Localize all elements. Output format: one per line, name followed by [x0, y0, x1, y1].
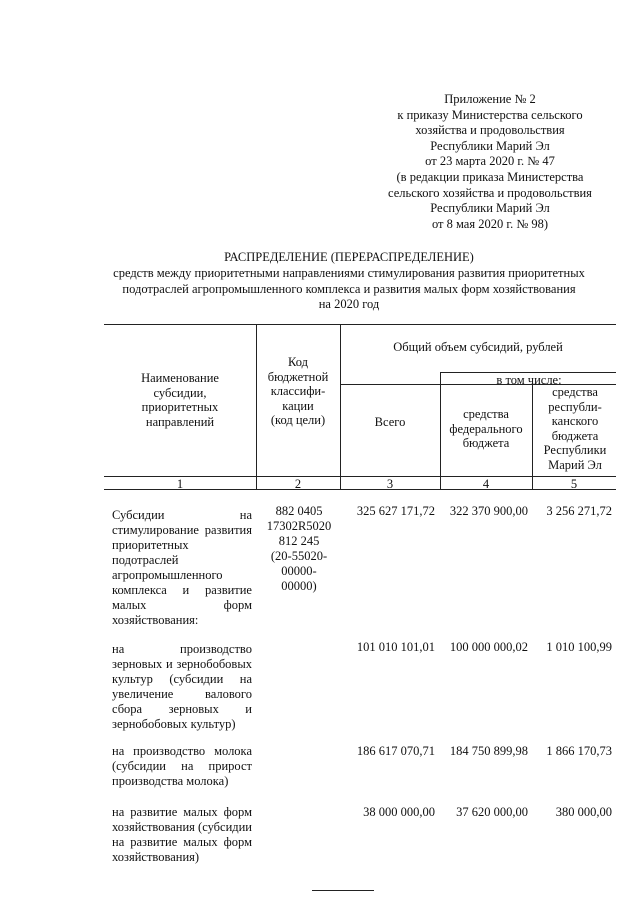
header-text: (код цели) [270, 413, 326, 428]
federal-value: 322 370 900,00 [449, 504, 528, 518]
col-divider-1 [256, 324, 257, 490]
appendix-line: хозяйства и продовольствия [415, 123, 565, 138]
subtitle-line: подотраслей агропромышленного комплекса и развития малых форм хозяйствования [122, 281, 576, 296]
header-text: канского [551, 414, 599, 429]
code-line: 00000- [281, 564, 317, 578]
header-text: бюджета [551, 428, 599, 443]
header-code [258, 355, 338, 428]
header-republic [534, 385, 616, 473]
republic-value: 380 000,00 [555, 805, 612, 819]
header-text: классифи- [270, 384, 326, 399]
subsidy-name: на развитие малых форм хозяйствования (субсидии на развитие малых форм хозяйствования) [112, 805, 252, 864]
republic-value: 3 256 271,72 [546, 504, 612, 518]
total-value: 101 010 101,01 [356, 640, 435, 654]
header-text: республи- [548, 399, 602, 414]
header-text: Марий Эл [548, 457, 602, 472]
header-text: направлений [145, 414, 215, 429]
col-divider-4 [532, 384, 533, 490]
subsidy-name: Субсидии на стимулирование развития приоритетных подотраслей агропромышленного комплекса и развитие малых форм хозяйствования: [112, 508, 252, 627]
appendix-line: от 8 мая 2020 г. № 98) [431, 216, 549, 231]
appendix-line: Приложение № 2 [444, 92, 536, 106]
header-name [106, 371, 254, 429]
document-title: РАСПРЕДЕЛЕНИЕ (ПЕРЕРАСПРЕДЕЛЕНИЕ) [224, 250, 474, 264]
header-total: Всего [374, 415, 406, 429]
header-text: Код [288, 355, 308, 369]
total-value: 38 000 000,00 [363, 805, 435, 819]
appendix-line: от 23 марта 2020 г. № 47 [425, 154, 555, 169]
column-number: 3 [386, 477, 394, 491]
appendix-line: сельского хозяйства и продовольствия [388, 185, 592, 200]
appendix-line: Республики Марий Эл [430, 138, 550, 153]
federal-value: 37 620 000,00 [456, 805, 528, 819]
subtitle-line: средств между приоритетными направлениями стимулирования развития приоритетных [113, 266, 585, 280]
header-federal [442, 407, 530, 451]
subsidy-name: на производство зерновых и зернобобовых культур (субсидии на увеличение валового сбора зерновых и зернобобовых культур) [112, 642, 252, 731]
header-text: субсидии, [153, 385, 207, 400]
column-number: 5 [570, 477, 578, 491]
republic-value: 1 866 170,73 [546, 744, 612, 758]
appendix-line: Республики Марий Эл [430, 201, 550, 216]
header-text: приоритетных [141, 400, 219, 415]
footer-separator [312, 890, 374, 891]
header-total-group: Общий объем субсидий, рублей [393, 340, 563, 354]
total-value: 186 617 070,71 [356, 744, 435, 758]
code-line: (20-55020- [270, 549, 328, 563]
code-line: 882 0405 [275, 504, 323, 518]
header-text: средства [552, 385, 598, 399]
document-subtitle [100, 266, 598, 313]
header-including: в том числе: [496, 373, 562, 387]
subsidy-name: на производство молока (субсидии на прирост производства молока) [112, 744, 252, 788]
header-text: федерального [449, 421, 523, 436]
republic-value: 1 010 100,99 [546, 640, 612, 654]
code-line: 00000) [281, 579, 317, 593]
header-text: Республики [543, 443, 607, 458]
col-divider-3 [440, 372, 441, 490]
budget-code [262, 504, 336, 594]
federal-value: 184 750 899,98 [449, 744, 528, 758]
federal-value: 100 000 000,02 [449, 640, 528, 654]
header-text: средства [463, 407, 509, 421]
header-text: бюджета [462, 436, 510, 451]
table-top-border [104, 324, 616, 325]
column-number: 2 [294, 477, 302, 491]
column-number: 1 [176, 477, 184, 491]
header-text: бюджетной [267, 369, 329, 384]
total-value: 325 627 171,72 [356, 504, 435, 518]
col-divider-2 [340, 324, 341, 490]
header-text: Наименование [141, 371, 219, 385]
appendix-line: к приказу Министерства сельского [397, 107, 583, 122]
subtitle-line: на 2020 год [318, 297, 380, 311]
column-number: 4 [482, 477, 490, 491]
appendix-line: (в редакции приказа Министерства [396, 169, 584, 184]
code-line: 17302R5020 [266, 519, 332, 533]
code-line: 812 245 [278, 534, 320, 548]
header-text: кации [282, 398, 314, 413]
appendix-header [380, 92, 600, 232]
